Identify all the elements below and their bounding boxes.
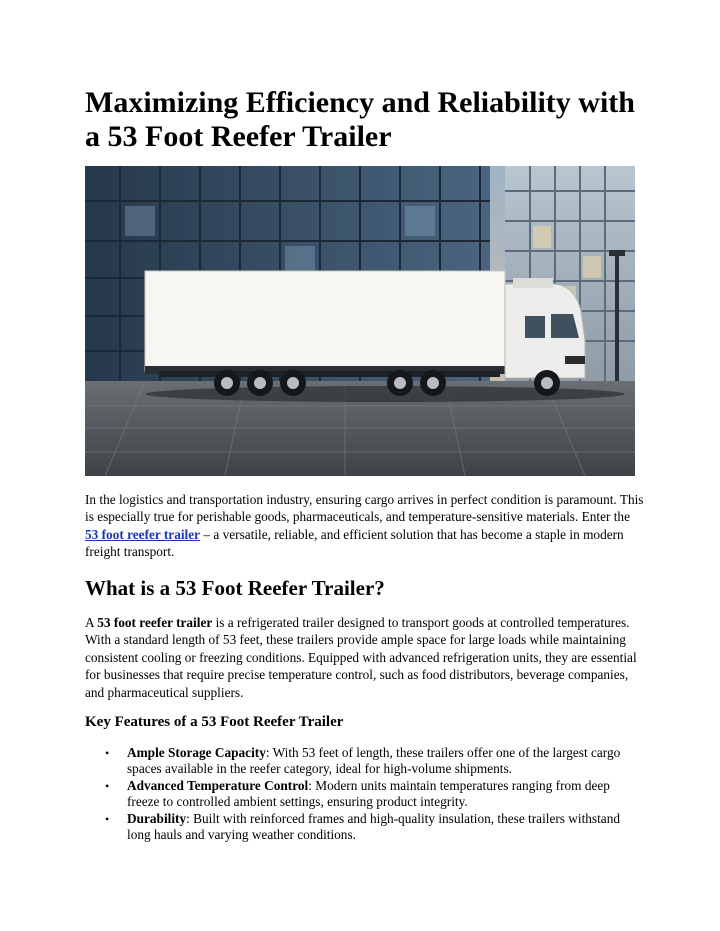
definition-paragraph	[85, 614, 640, 701]
bullet-icon: •	[105, 746, 110, 760]
definition-bold-term: 53 foot reefer trailer	[97, 615, 213, 630]
definition-prefix: A	[85, 615, 98, 630]
feature-text: : Built with reinforced frames and high-quality insulation, these trailers withstand long hauls and varying weather conditions.	[127, 811, 621, 843]
reefer-truck-illustration	[85, 166, 635, 476]
feature-text: : Modern units maintain temperatures ranging from deep freeze to controlled ambient settings, ensuring product integrity.	[127, 778, 610, 810]
bullet-icon: •	[105, 812, 110, 827]
hero-image	[85, 166, 635, 476]
bullet-icon: •	[105, 779, 110, 794]
feature-text: : With 53 feet of length, these trailers offer one of the largest cargo spaces available in the reefer category, ideal for high-volume shipments.	[127, 745, 621, 777]
reefer-trailer-link[interactable]: 53 foot reefer trailer	[85, 526, 201, 542]
list-item	[85, 778, 625, 811]
feature-title: Ample Storage Capacity	[127, 745, 266, 760]
intro-text-before: In the logistics and transportation industry, ensuring cargo arrives in perfect condition is paramount. This is especially true for perishable goods, pharmaceuticals, and temperature-sensitive materials. Enter the	[85, 492, 644, 525]
section-heading-what-is: What is a 53 Foot Reefer Trailer?	[85, 576, 385, 600]
list-item	[85, 811, 625, 844]
page-title: Maximizing Efficiency and Reliability with a 53 Foot Reefer Trailer	[85, 86, 635, 153]
list-item	[85, 745, 625, 778]
feature-title: Advanced Temperature Control	[127, 778, 309, 794]
intro-paragraph	[85, 491, 645, 561]
definition-text: is a refrigerated trailer designed to transport goods at controlled temperatures. With a standard length of 53 feet, these trailers provide ample space for large loads while maintaining consistent cooling or freezing conditions. Equipped with advanced refrigeration units, they are essential for businesses that require precise temperature control, such as food distributors, beverage companies, and pharmaceutical suppliers.	[85, 615, 637, 700]
feature-title: Durability	[127, 811, 187, 827]
intro-text-after: – a versatile, reliable, and efficient solution that has become a staple in modern freight transport.	[85, 526, 624, 560]
features-list	[85, 745, 625, 844]
section-heading-key-features: Key Features of a 53 Foot Reefer Trailer	[85, 714, 344, 730]
